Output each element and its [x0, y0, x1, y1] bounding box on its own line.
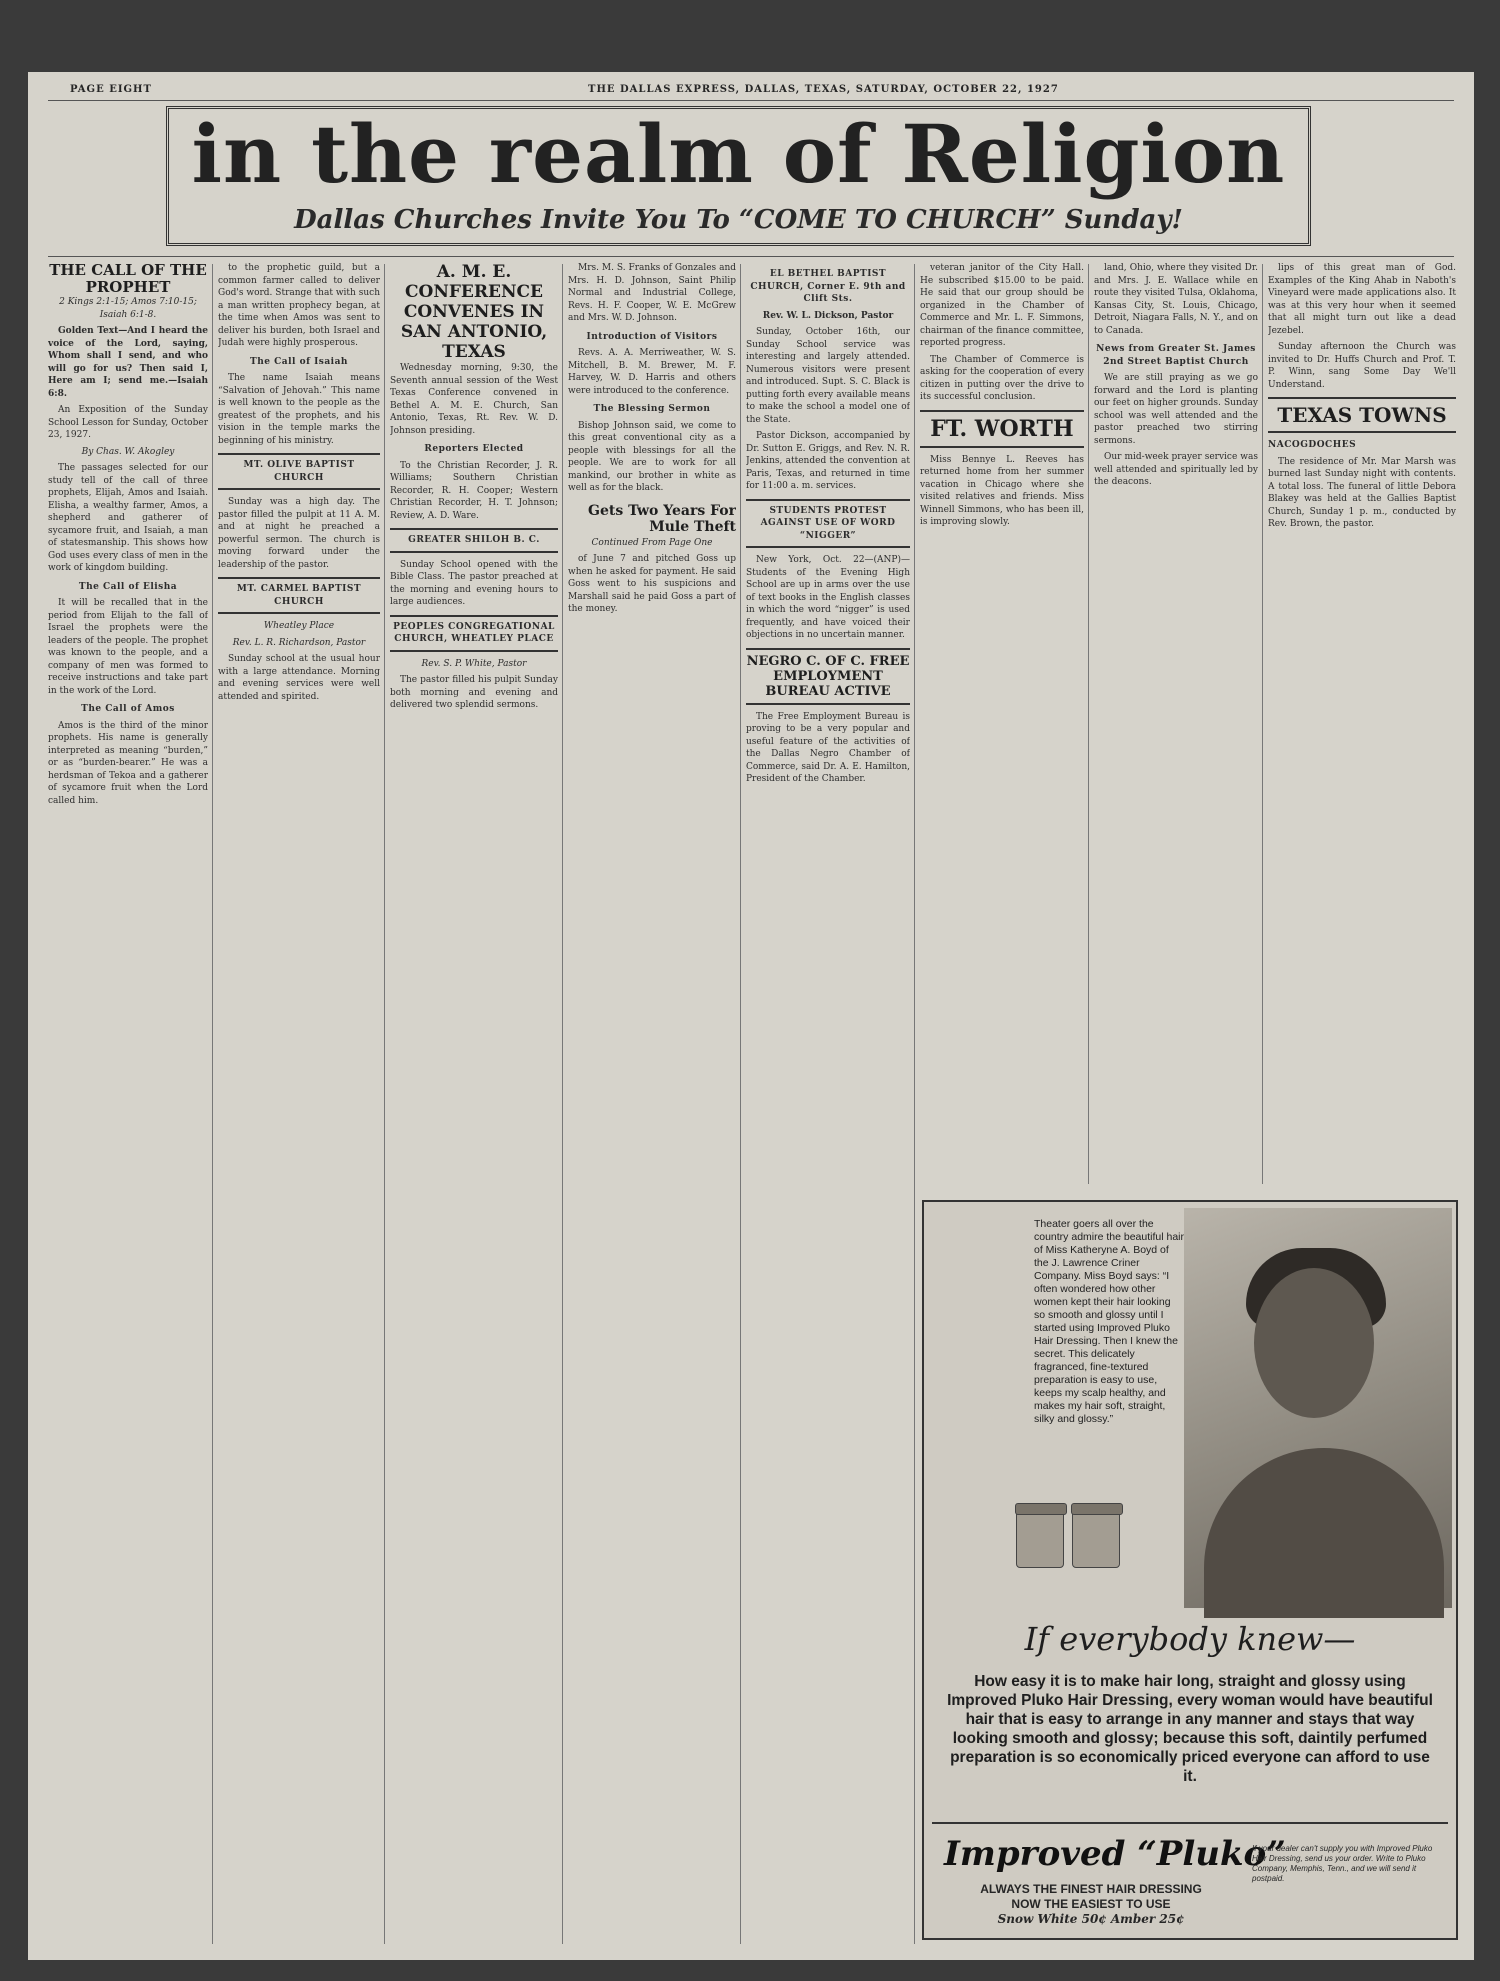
article-paragraph: To the Christian Recorder, J. R. Williams; Southern Christian Recorder, R. H. Cooper; Western Christian Recorder, H. T. Johnson; Review, A. D. Ware. [390, 460, 558, 521]
section-subhead: The Call of Elisha [78, 581, 178, 592]
article-paragraph: New York, Oct. 22—(ANP)—Students of the Evening High School are up in arms over the use of text books in the English classes in which the word “nigger” is used frequently, and have voiced their objections in no uncertain manner. [746, 555, 910, 640]
article-paragraph: of June 7 and pitched Goss up when he asked for payment. He said Goss went to his suspicions and Marshall said he paid Goss a part of the money. [568, 554, 736, 614]
article-headline: THE CALL OF THE PROPHET [49, 262, 207, 296]
column-6 [920, 262, 1084, 1182]
article-paragraph: Mrs. M. S. Franks of Gonzales and Mrs. H. D. Johnson, Saint Philip Normal and Industrial College, Revs. H. F. Cooper, W. E. McGrew and Mrs. W. D. Johnson. [568, 263, 736, 323]
article-paragraph: Our mid-week prayer service was well attended and spiritually led by the deacons. [1094, 452, 1258, 487]
brand-logo: Improved “Pluko” [944, 1834, 1286, 1874]
scripture-ref: 2 Kings 2:1-15; Amos 7:10-15; Isaiah 6:1-8. [59, 297, 197, 320]
ad-tagline: ALWAYS THE FINEST HAIR DRESSING NOW THE EASIEST TO USE [980, 1882, 1202, 1911]
running-head: THE DALLAS EXPRESS, DALLAS, TEXAS, SATURDAY, OCTOBER 22, 1927 [588, 84, 1059, 95]
article-headline: Gets Two Years For Mule Theft [587, 502, 736, 535]
running-header [28, 80, 1474, 100]
column-divider [1088, 264, 1089, 1184]
article-paragraph: The pastor filled his pulpit Sunday both morning and evening and delivered two splendid sermons. [390, 675, 558, 710]
ad-brand-box [932, 1822, 1448, 1932]
article-paragraph: Pastor Dickson, accompanied by Dr. Sutton E. Griggs, and Rev. N. R. Jenkins, attended the convention at Paris, Texas, and returned in time for 11:00 a. m. services. [746, 431, 910, 491]
article-paragraph: Amos is the third of the minor prophets. His name is generally interpreted as meaning “burden,” or as “burden-bearer.” He was a herdsman of Tekoa and a gatherer of sycamore fruit when the Lord called him. [48, 720, 208, 806]
church-heading: MT. OLIVE BAPTIST CHURCH [218, 453, 380, 490]
church-heading: EL BETHEL BAPTIST CHURCH, Corner E. 9th and Clift Sts. [750, 269, 906, 304]
column-2 [218, 262, 380, 1942]
column-3 [390, 262, 558, 1942]
pastor-line: Rev. L. R. Richardson, Pastor [232, 637, 366, 648]
ad-fine-print: If your dealer can't supply you with Improved Pluko Hair Dressing, send us your order. Write to Pluko Company, Memphis, Tenn., and we will send it postpaid. [1252, 1844, 1433, 1883]
newspaper-page [28, 72, 1474, 1960]
column-divider [212, 264, 213, 1944]
article-paragraph: It will be recalled that in the period from Elijah to the fall of Israel the prophets were the leaders of the people. The prophet was known to the people, and a company of men was formed to receive instructions and take part in the work of the Lord. [48, 598, 208, 696]
column-divider [914, 264, 915, 1944]
masthead-subtitle: Dallas Churches Invite You To “COME TO CHURCH” Sunday! [294, 205, 1183, 235]
column-4 [568, 262, 736, 1942]
article-paragraph: Sunday school at the usual hour with a large attendance. Morning and evening services were well attended and spirited. [218, 654, 380, 702]
page-label: PAGE EIGHT [70, 84, 152, 95]
masthead-rule [48, 256, 1454, 257]
lesson-intro: An Exposition of the Sunday School Lesson for Sunday, October 23, 1927. [48, 405, 208, 440]
masthead [166, 106, 1311, 246]
article-paragraph: veteran janitor of the City Hall. He subscribed $15.00 to be paid. He said that our group should be organized in the Chamber of Commerce and Mr. L. F. Simmons, chairman of the finance committee, reported progress. [920, 263, 1084, 348]
column-divider [740, 264, 741, 1944]
article-paragraph: Sunday was a high day. The pastor filled the pulpit at 11 A. M. and at night he preached a powerful sermon. The church is moving forward under the leadership of the pastor. [218, 497, 380, 570]
column-1 [48, 262, 208, 1942]
church-heading: GREATER SHILOH B. C. [390, 528, 558, 553]
pluko-advertisement [922, 1200, 1458, 1940]
article-subhead: STUDENTS PROTEST AGAINST USE OF WORD “NIGGER” [746, 499, 910, 549]
article-paragraph: lips of this great man of God. Examples of the King Ahab in Naboth's Vineyard were made applications also. It was at this very hour when it seemed that all might turn out like a dead Jezebel. [1268, 263, 1456, 336]
product-jars-image [1016, 1492, 1126, 1572]
church-heading: PEOPLES CONGREGATIONAL CHURCH, WHEATLEY PLACE [390, 615, 558, 652]
article-paragraph: land, Ohio, where they visited Dr. and Mrs. J. E. Wallace while en route they visited Tulsa, Oklahoma, Kansas City, St. Louis, Chicago, Detroit, Niagara Falls, N. Y., and on to Canada. [1094, 263, 1258, 336]
ad-slogan: If everybody knew— [1024, 1620, 1356, 1658]
byline: By Chas. W. Akogley [81, 446, 175, 457]
section-subhead: Reporters Elected [424, 444, 524, 454]
article-headline: A. M. E. CONFERENCE CONVENES IN SAN ANTONIO, TEXAS [400, 262, 548, 362]
article-paragraph: The residence of Mr. Mar Marsh was burned last Sunday night with contents. A total loss. The funeral of little Debora Blakey was held at the Gallies Baptist Church, Sunday 1 p. m., conducted by Rev. Brown, the pastor. [1268, 456, 1456, 529]
ad-price: Snow White 50¢ Amber 25¢ [997, 1912, 1185, 1926]
article-paragraph: Wednesday morning, 9:30, the Seventh annual session of the West Texas Conference convened in Bethel A. M. E. Church, San Antonio, Texas, Rt. Rev. W. D. Johnson presiding. [390, 363, 558, 436]
article-paragraph: The Chamber of Commerce is asking for the cooperation of every citizen in putting over the drive to its successful conclusion. [920, 354, 1084, 402]
column-8 [1268, 262, 1456, 1182]
article-paragraph: Sunday, October 16th, our Sunday School service was interesting and largely attended. Numerous visitors were present and introduced. Supt. S. C. Black is putting forth every available means to make the school a model one of the State. [746, 327, 910, 425]
pastor-line: Rev. S. P. White, Pastor [421, 658, 527, 669]
article-paragraph: The passages selected for our study tell of the call of three prophets, Elijah, Amos and Isaiah. Elisha, a wealthy farmer, Amos, a shepherd and gatherer of sycamore fruit, and Isaiah, a man of statesmanship. This shows how God uses every class of men in the work of kingdom building. [48, 463, 208, 573]
article-paragraph: Miss Bennye L. Reeves has returned home from her summer vacation in Chicago where she visited relatives and friends. Miss Winnell Simmons, who has been ill, is improving slowly. [920, 454, 1084, 527]
section-subhead: The Call of Isaiah [250, 356, 348, 367]
header-rule [48, 100, 1454, 101]
section-subhead: The Blessing Sermon [593, 404, 711, 414]
column-divider [1262, 264, 1263, 1184]
column-divider [384, 264, 385, 1944]
article-paragraph: to the prophetic guild, but a common farmer called to deliver God's word. Strange that with such a man written prophecy began, at the time when Amos was sent to deliver his burden, both Israel and Judah were highly prosperous. [218, 263, 380, 348]
article-paragraph: Revs. A. A. Merriweather, W. S. Mitchell, B. M. Brewer, M. F. Harvey, W. D. Harris and others were introduced to the conference. [568, 348, 736, 396]
article-paragraph: The Free Employment Bureau is proving to be a very popular and useful feature of the activities of the Dallas Negro Chamber of Commerce, said Dr. A. E. Hamilton, President of the Chamber. [746, 711, 910, 784]
article-paragraph: Sunday School opened with the Bible Class. The pastor preached at the morning and evening hours to large audiences. [390, 559, 558, 607]
continued-line: Continued From Page One [591, 537, 713, 548]
pastor-line: Rev. W. L. Dickson, Pastor [762, 310, 894, 321]
article-paragraph: Sunday afternoon the Church was invited to Dr. Huffs Church and Prof. T. P. Winn, sang Some Day We'll Understand. [1268, 342, 1456, 390]
church-heading: MT. CARMEL BAPTIST CHURCH [218, 577, 380, 614]
section-subhead: Introduction of Visitors [586, 331, 718, 342]
column-divider [562, 264, 563, 1944]
section-subhead: NACOGDOCHES [1268, 440, 1357, 450]
section-subhead: The Call of Amos [81, 704, 175, 714]
page-title: in the realm of Religion [191, 107, 1286, 201]
golden-text: Golden Text—And I heard the voice of the Lord, saying, Whom shall I send, and who will go for us? Then said I, Here am I; send me.—Isaiah 6:8. [48, 326, 208, 399]
article-headline: FT. WORTH [920, 410, 1084, 448]
article-paragraph: Bishop Johnson said, we come to this great conventional city as a people with blessings for all the people. We are to work for all mankind, our brother in white as well as for the black. [568, 420, 736, 493]
column-7 [1094, 262, 1258, 1182]
ad-body: How easy it is to make hair long, straight and glossy using Improved Pluko Hair Dressing, every woman would have beautiful hair that is easy to arrange in any manner and stays that way looking smooth and glossy; because this soft, daintily perfumed preparation is so economically priced everyone can afford to use it. [947, 1673, 1433, 1785]
column-5 [746, 262, 910, 1942]
article-paragraph: The name Isaiah means “Salvation of Jehovah.” This name is well known to the people as the greatest of the prophets, and his vision in the temple marks the beginning of his ministry. [218, 373, 380, 446]
portrait-image [1184, 1208, 1452, 1608]
section-subhead: News from Greater St. James 2nd Street Baptist Church [1096, 344, 1256, 367]
article-headline: TEXAS TOWNS [1268, 397, 1456, 433]
article-paragraph: We are still praying as we go forward and the Lord is planting our feet on higher grounds. Sunday school was well attended and the pastor preached two stirring sermons. [1094, 373, 1258, 446]
article-headline: NEGRO C. OF C. FREE EMPLOYMENT BUREAU ACTIVE [746, 648, 910, 705]
ad-testimonial: Theater goers all over the country admire the beautiful hair of Miss Katheryne A. Boyd of the J. Lawrence Criner Company. Miss Boyd says: “I often wondered how other women kept their hair looking so smooth and glossy until I started using Improved Pluko Hair Dressing. Then I knew the secret. This delicately fragranced, fine-textured preparation is easy to use, keeps my scalp healthy, and makes my hair soft, straight, silky and glossy.” [1034, 1218, 1184, 1425]
church-place: Wheatley Place [263, 621, 335, 631]
